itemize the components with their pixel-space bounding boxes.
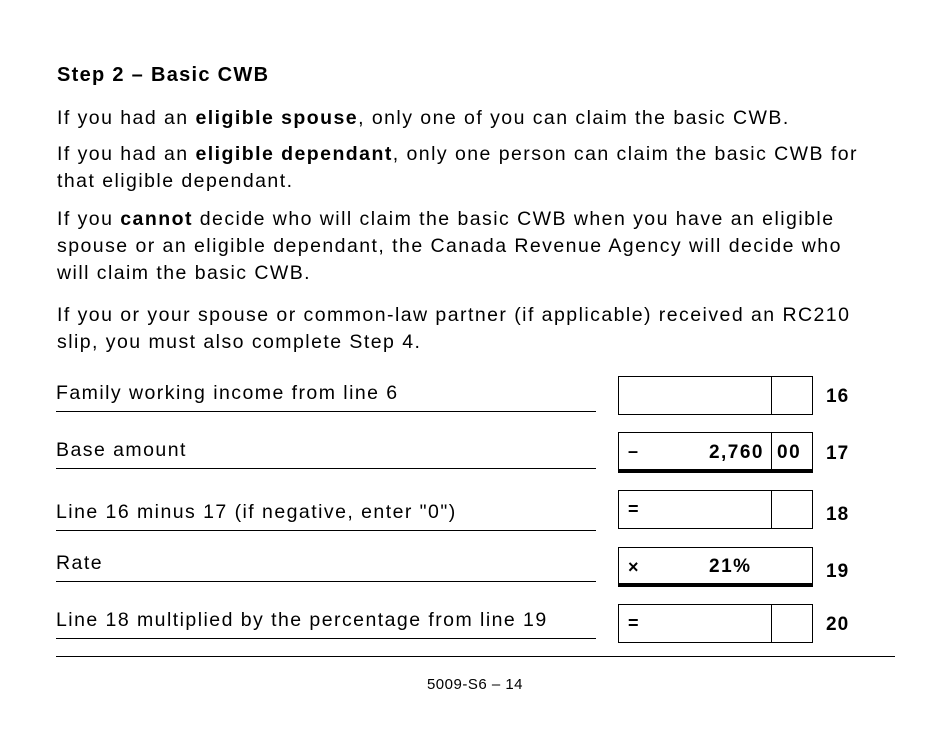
- line-18-label: Line 16 minus 17 (if negative, enter "0"): [56, 501, 596, 531]
- equals-operator: =: [628, 499, 639, 519]
- bold-text: cannot: [120, 208, 193, 230]
- bold-text: eligible dependant: [195, 143, 393, 165]
- text: decide who will claim the basic CWB when you have an eligible spouse or an eligible dependant, the Canada Revenue Agency will decide who will claim the basic CWB.: [57, 208, 842, 284]
- paragraph-eligible-dependant: [57, 141, 887, 195]
- line-17-dollars: 2,760: [708, 442, 764, 463]
- cents-divider: [771, 377, 772, 414]
- line-number-17: 17: [826, 443, 850, 464]
- cents-divider: [771, 433, 772, 469]
- equals-operator: =: [628, 613, 639, 633]
- text: , only one person can claim the basic CWB for that eligible dependant.: [57, 143, 858, 192]
- line-16-label: Family working income from line 6: [56, 382, 596, 412]
- paragraph-eligible-spouse: [57, 105, 917, 132]
- minus-operator: –: [628, 441, 639, 461]
- line-17-label: Base amount: [56, 439, 596, 469]
- line-17-cents: 00: [777, 442, 802, 463]
- line-number-20: 20: [826, 614, 850, 635]
- line-16-amount-field[interactable]: [618, 376, 813, 415]
- footer-rule: [56, 656, 895, 657]
- line-18-amount-field[interactable]: [618, 490, 813, 529]
- multiply-operator: ×: [628, 557, 639, 577]
- section-heading: Step 2 – Basic CWB: [57, 64, 270, 86]
- paragraph-rc210: If you or your spouse or common-law partner (if applicable) received an RC210 slip, you must also complete Step 4.: [57, 304, 851, 353]
- line-number-16: 16: [826, 386, 850, 407]
- page-footer: 5009-S6 – 14: [426, 676, 524, 693]
- line-19-rate: 21%: [709, 556, 752, 577]
- line-17-amount-field: [618, 432, 813, 473]
- line-19-rate-field: [618, 547, 813, 587]
- line-20-label: Line 18 multiplied by the percentage from line 19: [56, 609, 596, 639]
- line-number-19: 19: [826, 561, 850, 582]
- cents-divider: [771, 605, 772, 642]
- text: If you had an: [57, 143, 196, 165]
- cents-divider: [771, 491, 772, 528]
- text: If you had an: [57, 107, 196, 129]
- line-20-amount-field[interactable]: [618, 604, 813, 643]
- text: If you: [57, 208, 121, 230]
- line-number-18: 18: [826, 504, 850, 525]
- text: , only one of you can claim the basic CWB.: [358, 107, 790, 129]
- line-19-label: Rate: [56, 552, 596, 582]
- paragraph-cannot-decide: [57, 206, 877, 287]
- bold-text: eligible spouse: [195, 107, 359, 129]
